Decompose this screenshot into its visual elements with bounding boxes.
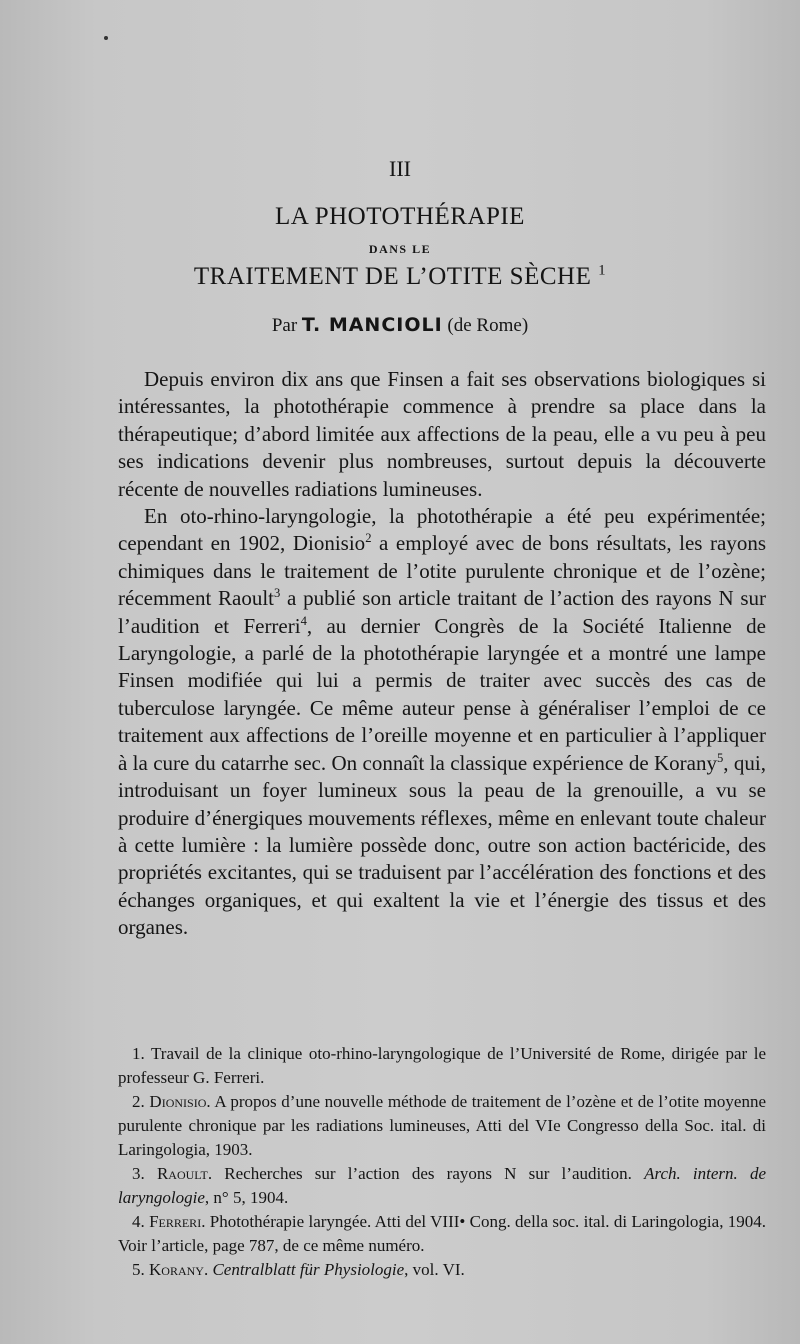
footnote-ref-5: 5 [717, 750, 724, 765]
title-connector: DANS LE [368, 242, 432, 256]
footnote-ref-4: 4 [300, 613, 307, 628]
footnote-ref-2: 2 [365, 531, 372, 546]
paragraph-2 [118, 503, 766, 942]
paragraph-2-part-d: , au dernier Congrès de la Société Italienne de Laryngologie, a parlé de la photothérapie laryngée et a montré une lampe Finsen modifiée qui lui a permis de traiter avec succès des cas de tuberculose laryngée. Ce même auteur pense à généraliser l’emploi de ce traitement aux affections de l’oreille moyenne et en particulier à l’appliquer à la cure du catarrhe sec. On connaît la classique expérience de Korany [118, 613, 766, 775]
footnote-ref-3: 3 [274, 586, 281, 601]
footnote-5-number: 5. [132, 1260, 149, 1279]
footnote-4-text: . Photothérapie laryngée. Atti del VIII• Cong. della soc. ital. di Laringologia, 1904. Voir l’article, page 787, de ce même numéro. [118, 1212, 767, 1255]
footnote-5 [118, 1258, 766, 1282]
article-title-line2 [0, 263, 800, 291]
footnote-2-text: . A propos d’une nouvelle méthode de traitement de l’ozène et de l’otite moyenne purulente chronique par les radiations lumineuses, Atti del VIe Congresso della Soc. ital. di Laringologia, 1903. [118, 1092, 766, 1159]
footnotes [118, 1042, 766, 1282]
footnote-2-number: 2. [132, 1092, 150, 1111]
footnote-5-text: . [203, 1260, 213, 1279]
byline-origin: (de Rome) [447, 315, 529, 336]
footnote-3 [118, 1162, 766, 1210]
footnote-5-journal: Centralblatt für Physiologie [212, 1260, 405, 1279]
article-body [118, 366, 766, 942]
footnote-5-tail: , vol. VI. [404, 1260, 465, 1279]
footnote-3-journal: Arch. intern. de laryngologie [118, 1164, 767, 1207]
footnote-3-author: Raoult [156, 1164, 208, 1183]
footnote-2-author: Dionisio [149, 1092, 207, 1111]
title-footnote-mark: 1 [598, 262, 607, 279]
paragraph-2-part-e: , qui, introduisant un foyer lumineux sous la peau de la grenouille, a vu se produire d’énergiques mouvements réflexes, même en enlevant toute chaleur à cette lumière : la lumière possède donc, outre son action bactéricide, des propriétés excitantes, qui se traduisent par l’accélération des fonctions et des échanges organiques, et qui exaltent la vie et l’énergie des tissus et des organes. [118, 750, 766, 940]
article-title: LA PHOTOTHÉRAPIE [275, 203, 525, 230]
footnote-3-tail: , n° 5, 1904. [204, 1188, 289, 1207]
footnote-5-author: Korany [149, 1260, 204, 1279]
byline-prefix: Par [271, 315, 298, 336]
footnote-1: 1. Travail de la clinique oto-rhino-laryngologique de l’Université de Rome, dirigée par le professeur G. Ferreri. [118, 1044, 766, 1087]
ink-speck [104, 36, 108, 40]
paragraph-2-part-a: En oto-rhino-laryngologie, la photothérapie a été peu expérimentée; cependant en 1902, Dionisio [118, 504, 766, 556]
paragraph-1: Depuis environ dix ans que Finsen a fait ses observations biologiques si intéressantes, la photothérapie commence à prendre sa place dans la thérapeutique; d’abord limitée aux affections de la peau, elle a vu peu à peu ses indications devenir plus nombreuses, surtout depuis la découverte récente de nouvelles radiations lumineuses. [118, 367, 766, 501]
author-name: T. MANCIOLI [301, 314, 443, 336]
footnote-4-author: Ferreri [149, 1212, 202, 1231]
footnote-4-number: 4. [132, 1212, 150, 1231]
footnote-4 [118, 1210, 766, 1258]
article-title-text: TRAITEMENT DE L’OTITE SÈCHE [193, 263, 592, 290]
footnote-3-number: 3. [132, 1164, 157, 1183]
paragraph-2-part-c: a publié son article traitant de l’action des rayons N sur l’audition et Ferreri [118, 586, 767, 638]
paragraph-2-part-b: a employé avec de bons résultats, les rayons chimiques dans le traitement de l’otite purulente chronique et de l’ozène; récemment Raoult [118, 531, 767, 611]
footnote-2 [118, 1090, 766, 1162]
chapter-number: III [389, 156, 411, 181]
byline [0, 314, 800, 337]
footnote-3-text: . Recherches sur l’action des rayons N sur l’audition. [207, 1164, 645, 1183]
